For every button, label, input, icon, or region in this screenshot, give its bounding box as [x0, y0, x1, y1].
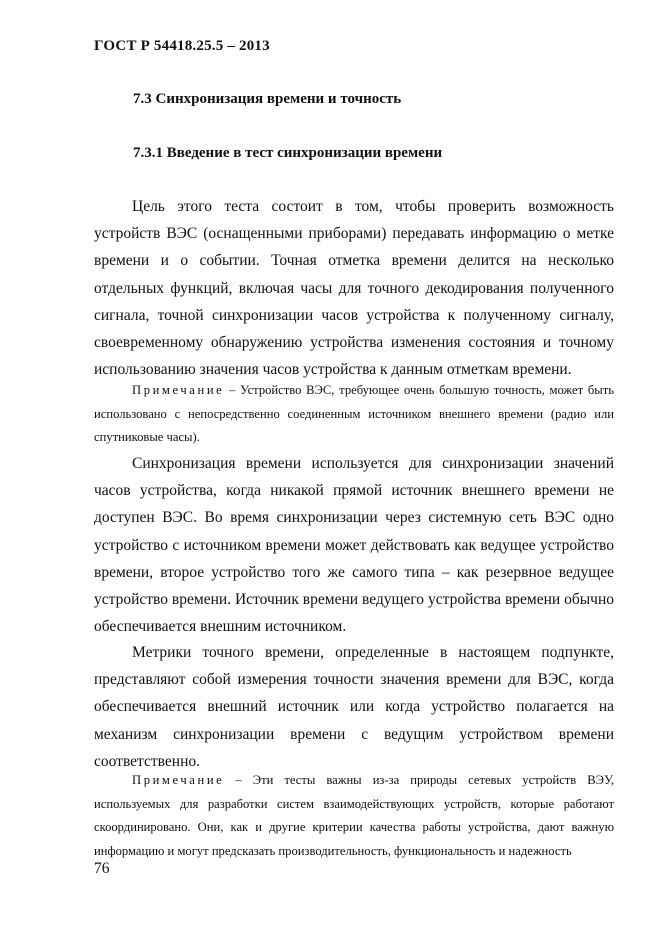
- page-number: 76: [94, 860, 110, 877]
- body-paragraph-2: Синхронизация времени используется для синхронизации значений часов устройства, когда никакой прямой источник внешнего времени не доступен ВЭС. Во время синхронизации через системную сеть ВЭС одно устройство с источником времени может действовать как ведущее устройство времени, второе устройство того же самого типа – как резервное ведущее устройство времени. Источник времени ведущего устройства времени обычно обеспечивается внешним источником.: [94, 455, 614, 636]
- body-paragraph-3: Метрики точного времени, определенные в настоящем подпункте, представляют собой измерения точности значения времени для ВЭС, когда обеспечивается внешний источник или когда устройство полагается на механизм синхронизации времени с ведущим устройством времени соответственно.: [94, 644, 614, 770]
- note-1-label: Примечание: [132, 383, 225, 397]
- note-1-text: – Устройство ВЭС, требующее очень большую точность, может быть использовано с непосредственно соединенным источником внешнего времени (радио или спутниковые часы).: [94, 383, 614, 445]
- document-standard-code: ГОСТ Р 54418.25.5 – 2013: [94, 38, 270, 54]
- note-1: [94, 379, 614, 450]
- note-2-text: – Эти тесты важны из-за природы сетевых устройств ВЭУ, используемых для разработки систем взаимодействующих устройств, которые работают скоординировано. Они, как и другие критерии качества работы устройства, дают важную информацию и могут предсказать производительность, функциональность и надежность: [94, 773, 614, 858]
- body-paragraph-1: Цель этого теста состоит в том, чтобы проверить возможность устройств ВЭС (оснащенными приборами) передавать информацию о метке времени и о событии. Точная отметка времени делится на несколько отдельных функций, включая часы для точного декодирования полученного сигнала, точной синхронизации часов устройства к полученному сигналу, своевременному обнаружению устройства изменения состояния и точному использованию значения часов устройства к данным отметкам времени.: [94, 198, 614, 379]
- note-2: [94, 769, 614, 863]
- subsection-heading: 7.3.1 Введение в тест синхронизации времени: [133, 145, 443, 161]
- section-heading: 7.3 Синхронизация времени и точность: [133, 91, 402, 107]
- note-2-label: Примечание: [132, 773, 225, 787]
